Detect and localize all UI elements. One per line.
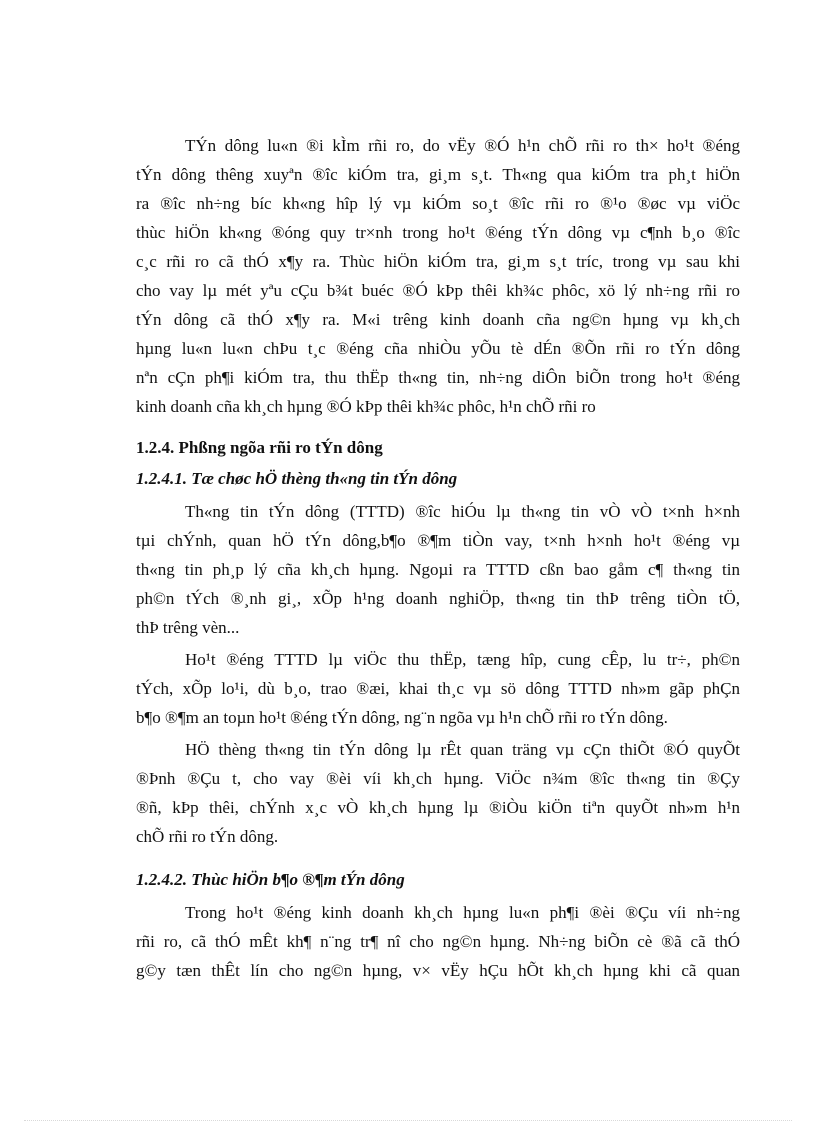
text-line: ®ñ, kÞp thêi, chÝnh x¸c vÒ kh¸ch hµng lµ ®iÒu kiÖn tiªn quyÕt nh»m h¹n xyxy=(136,798,740,817)
text-line: thùc hiÖn kh«ng ®óng quy tr×nh trong ho¹t ®éng tÝn dông vµ c¶nh b¸o ®îc xyxy=(136,223,740,242)
text-line: ®Þnh ®Çu t, cho vay ®èi víi kh¸ch hµng. ViÖc n¾m ®îc th«ng tin ®Çy xyxy=(136,769,740,788)
paragraph-credit-info-system xyxy=(136,735,740,851)
document-page xyxy=(136,131,740,985)
text-line: chÕ rñi ro tÝn dông. xyxy=(136,827,279,846)
text-line: th«ng tin ph¸p lý cña kh¸ch hµng. Ngoµi ra TTTD cßn bao gåm c¶ th«ng tin xyxy=(136,560,740,579)
text-line: tÝn dông cã thÓ x¶y ra. M«i trêng kinh doanh cña ng©n hµng vµ kh¸ch xyxy=(136,310,740,329)
subsection-heading: 1.2.4.1. Tæ chøc hÖ thèng th«ng tin tÝn dông xyxy=(136,469,458,488)
page-bottom-divider xyxy=(24,1120,792,1121)
paragraph-credit-information xyxy=(136,497,740,642)
text-line: kinh doanh cña kh¸ch hµng ®Ó kÞp thêi kh¾c phôc, h¹n chÕ rñi ro xyxy=(136,397,596,416)
text-line: HÖ thèng th«ng tin tÝn dông lµ rÊt quan träng vµ cÇn thiÕt ®Ó quyÕt xyxy=(185,740,740,759)
text-line: ph©n tÝch ®¸nh gi¸, xÕp h¹ng doanh nghiÖp, th«ng tin thÞ trêng tiÒn tÖ, xyxy=(136,589,740,608)
paragraph-credit-guarantee xyxy=(136,898,740,985)
text-line: Ho¹t ®éng TTTD lµ viÖc thu thËp, tæng hîp, cung cÊp, lu tr÷, ph©n xyxy=(185,650,740,669)
subsection-heading: 1.2.4.2. Thùc hiÖn b¶o ®¶m tÝn dông xyxy=(136,870,405,889)
paragraph-credit-monitoring xyxy=(136,131,740,421)
text-line: c¸c rñi ro cã thÓ x¶y ra. Thùc hiÖn kiÓm tra, gi¸m s¸t tríc, trong vµ sau khi xyxy=(136,252,740,271)
text-line: thÞ trêng vèn... xyxy=(136,618,240,637)
text-line: nªn cÇn ph¶i kiÓm tra, thu thËp th«ng tin, nh÷ng diÔn biÕn trong ho¹t ®éng xyxy=(136,368,740,387)
text-line: tÝn dông thêng xuyªn ®îc kiÓm tra, gi¸m s¸t. Th«ng qua kiÓm tra ph¸t hiÖn xyxy=(136,165,740,184)
text-line: tÝch, xÕp lo¹i, dù b¸o, trao ®æi, khai th¸c vµ sö dông TTTD nh»m gãp phÇn xyxy=(136,679,740,698)
paragraph-credit-info-activities xyxy=(136,645,740,732)
text-line: rñi ro, cã thÓ mÊt kh¶ n¨ng tr¶ nî cho ng©n hµng. Nh÷ng biÕn cè ®ã cã thÓ xyxy=(136,932,740,951)
text-line: Th«ng tin tÝn dông (TTTD) ®îc hiÓu lµ th«ng tin vÒ vÒ t×nh h×nh xyxy=(185,502,740,521)
text-line: Trong ho¹t ®éng kinh doanh kh¸ch hµng lu«n ph¶i ®èi ®Çu víi nh÷ng xyxy=(185,903,740,922)
text-line: tµi chÝnh, quan hÖ tÝn dông,b¶o ®¶m tiÒn vay, t×nh h×nh ho¹t ®éng vµ xyxy=(136,531,740,550)
section-heading: 1.2.4. Phßng ngõa rñi ro tÝn dông xyxy=(136,438,383,457)
text-line: hµng lu«n lu«n chÞu t¸c ®éng cña nhiÒu yÕu tè dÉn ®Õn rñi ro tÝn dông xyxy=(136,339,740,358)
text-line: TÝn dông lu«n ®i kÌm rñi ro, do vËy ®Ó h¹n chÕ rñi ro th× ho¹t ®éng xyxy=(185,136,740,155)
text-line: g©y tæn thÊt lín cho ng©n hµng, v× vËy hÇu hÕt kh¸ch hµng khi cã quan xyxy=(136,961,740,980)
text-line: ra ®îc nh÷ng bíc kh«ng hîp lý vµ kiÓm so¸t ®îc rñi ro ®¹o ®øc vµ viÖc xyxy=(136,194,740,213)
text-line: b¶o ®¶m an toµn ho¹t ®éng tÝn dông, ng¨n ngõa vµ h¹n chÕ rñi ro tÝn dông. xyxy=(136,708,668,727)
text-line: cho vay lµ mét yªu cÇu b¾t buéc ®Ó kÞp thêi kh¾c phôc, xö lý nh÷ng rñi ro xyxy=(136,281,740,300)
